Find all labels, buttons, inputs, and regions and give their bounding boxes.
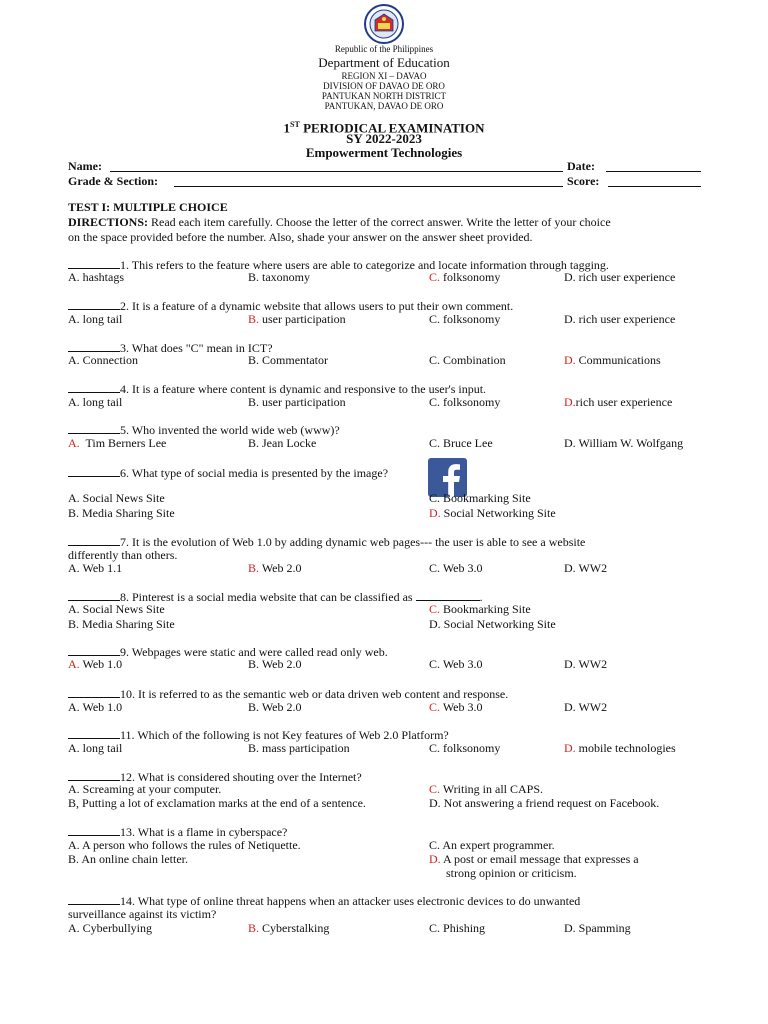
name-line[interactable] xyxy=(110,171,563,172)
q5-option-b[interactable]: B. Jean Locke xyxy=(248,436,317,450)
q2-option-c[interactable]: C. folksonomy xyxy=(429,312,501,326)
score-label: Score: xyxy=(567,174,600,188)
directions-line-2: on the space provided before the number. Also, shade your answer on the answer sheet provided. xyxy=(68,230,533,244)
q5-option-d[interactable]: D. William W. Wolfgang xyxy=(564,436,684,450)
question-14-line-2: surveillance against its victim? xyxy=(68,907,217,921)
school-year: SY 2022-2023 xyxy=(346,131,422,146)
q1-option-a[interactable]: A. hashtags xyxy=(68,270,124,284)
q9-option-a[interactable]: A. Web 1.0 xyxy=(68,657,123,671)
q11-option-c[interactable]: C. folksonomy xyxy=(429,741,501,755)
question-7-line-1: 7. It is the evolution of Web 1.0 by adding dynamic web pages--- the user is able to see a website xyxy=(68,535,585,549)
q8-option-a[interactable]: A. Social News Site xyxy=(68,602,165,616)
q2-option-b[interactable]: B. user participation xyxy=(248,312,346,326)
q14-option-a[interactable]: A. Cyberbullying xyxy=(68,921,152,935)
question-1: 1. This refers to the feature where users are able to categorize and locate information through tagging. xyxy=(68,258,609,272)
q10-option-a[interactable]: A. Web 1.0 xyxy=(68,700,123,714)
q6-option-b[interactable]: B. Media Sharing Site xyxy=(68,506,175,520)
q13-option-c[interactable]: C. An expert programmer. xyxy=(429,838,555,852)
q3-option-b[interactable]: B. Commentator xyxy=(248,353,329,367)
q12-option-a[interactable]: A. Screaming at your computer. xyxy=(68,782,222,796)
q14-option-c[interactable]: C. Phishing xyxy=(429,921,486,935)
question-12: 12. What is considered shouting over the Internet? xyxy=(68,770,362,784)
header-district: PANTUKAN NORTH DISTRICT xyxy=(321,91,447,101)
test-title: TEST I: MULTIPLE CHOICE xyxy=(68,200,228,214)
question-13: 13. What is a flame in cyberspace? xyxy=(68,825,287,839)
q7-option-b[interactable]: B. Web 2.0 xyxy=(248,561,302,575)
q5-option-a[interactable]: A. Tim Berners Lee xyxy=(68,436,167,450)
q2-option-d[interactable]: D. rich user experience xyxy=(564,312,676,326)
q13-option-d[interactable]: D. A post or email message that expresses a xyxy=(429,852,639,866)
name-label: Name: xyxy=(68,159,102,173)
q9-option-d[interactable]: D. WW2 xyxy=(564,657,608,671)
header-location: PANTUKAN, DAVAO DE ORO xyxy=(324,101,444,111)
q3-option-c[interactable]: C. Combination xyxy=(429,353,506,367)
question-11: 11. Which of the following is not Key features of Web 2.0 Platform? xyxy=(68,728,449,742)
q12-option-c[interactable]: C. Writing in all CAPS. xyxy=(429,782,544,796)
q12-option-b[interactable]: B, Putting a lot of exclamation marks at the end of a sentence. xyxy=(68,796,366,810)
q8-option-c[interactable]: C. Bookmarking Site xyxy=(429,602,531,616)
question-4: 4. It is a feature where content is dynamic and responsive to the user's input. xyxy=(68,382,486,396)
question-5: 5. Who invented the world wide web (www)? xyxy=(68,423,340,437)
question-10: 10. It is referred to as the semantic web or data driven web content and response. xyxy=(68,687,508,701)
question-7-line-2: differently than others. xyxy=(68,548,178,562)
q3-option-a[interactable]: A. Connection xyxy=(68,353,138,367)
question-14-line-1: 14. What type of online threat happens when an attacker uses electronic devices to do unwanted xyxy=(68,894,580,908)
q13-option-a[interactable]: A. A person who follows the rules of Netiquette. xyxy=(68,838,301,852)
q14-option-b[interactable]: B. Cyberstalking xyxy=(248,921,330,935)
q10-option-c[interactable]: C. Web 3.0 xyxy=(429,700,483,714)
question-3: 3. What does "C" mean in ICT? xyxy=(68,341,273,355)
deped-seal-icon xyxy=(358,4,410,44)
grade-label: Grade & Section: xyxy=(68,174,158,188)
exam-title: 1ST PERIODICAL EXAMINATION xyxy=(283,120,485,136)
q10-option-b[interactable]: B. Web 2.0 xyxy=(248,700,302,714)
q4-option-a[interactable]: A. long tail xyxy=(68,395,123,409)
q9-option-c[interactable]: C. Web 3.0 xyxy=(429,657,483,671)
q7-option-c[interactable]: C. Web 3.0 xyxy=(429,561,483,575)
q3-option-d[interactable]: D. Communications xyxy=(564,353,661,367)
date-line[interactable] xyxy=(606,171,701,172)
directions-line-1: DIRECTIONS: Read each item carefully. Choose the letter of the correct answer. Write the letter of your choice xyxy=(68,215,611,229)
question-6: 6. What type of social media is presented by the image? xyxy=(68,466,388,480)
question-9: 9. Webpages were static and were called read only web. xyxy=(68,645,388,659)
header-division: DIVISION OF DAVAO DE ORO xyxy=(323,81,445,91)
header-department: Department of Education xyxy=(318,55,450,70)
q8-option-d[interactable]: D. Social Networking Site xyxy=(429,617,556,631)
q1-option-d[interactable]: D. rich user experience xyxy=(564,270,676,284)
q7-option-a[interactable]: A. Web 1.1 xyxy=(68,561,123,575)
subject-title: Empowerment Technologies xyxy=(305,145,463,160)
q11-option-a[interactable]: A. long tail xyxy=(68,741,123,755)
header-region: REGION XI – DAVAO xyxy=(341,71,427,81)
q6-option-a[interactable]: A. Social News Site xyxy=(68,491,165,505)
q11-option-b[interactable]: B. mass participation xyxy=(248,741,350,755)
q9-option-b[interactable]: B. Web 2.0 xyxy=(248,657,302,671)
q13-option-d-cont: strong opinion or criticism. xyxy=(446,866,577,880)
q13-option-b[interactable]: B. An online chain letter. xyxy=(68,852,188,866)
score-line[interactable] xyxy=(608,186,701,187)
q6-option-c[interactable]: C. Bookmarking Site xyxy=(429,491,531,505)
q7-option-d[interactable]: D. WW2 xyxy=(564,561,608,575)
q10-option-d[interactable]: D. WW2 xyxy=(564,700,608,714)
q1-option-b[interactable]: B. taxonomy xyxy=(248,270,311,284)
q4-option-d[interactable]: D.rich user experience xyxy=(564,395,673,409)
header-republic: Republic of the Philippines xyxy=(334,44,434,54)
q1-option-c[interactable]: C. folksonomy xyxy=(429,270,501,284)
q8-option-b[interactable]: B. Media Sharing Site xyxy=(68,617,175,631)
q4-option-b[interactable]: B. user participation xyxy=(248,395,346,409)
q4-option-c[interactable]: C. folksonomy xyxy=(429,395,501,409)
q2-option-a[interactable]: A. long tail xyxy=(68,312,123,326)
q12-option-d[interactable]: D. Not answering a friend request on Facebook. xyxy=(429,796,660,810)
q14-option-d[interactable]: D. Spamming xyxy=(564,921,631,935)
question-8: 8. Pinterest is a social media website that can be classified as . xyxy=(68,590,483,604)
q11-option-d[interactable]: D. mobile technologies xyxy=(564,741,676,755)
grade-line[interactable] xyxy=(174,186,563,187)
question-2: 2. It is a feature of a dynamic website that allows users to put their own comment. xyxy=(68,299,513,313)
date-label: Date: xyxy=(567,159,595,173)
q6-option-d[interactable]: D. Social Networking Site xyxy=(429,506,556,520)
q5-option-c[interactable]: C. Bruce Lee xyxy=(429,436,493,450)
